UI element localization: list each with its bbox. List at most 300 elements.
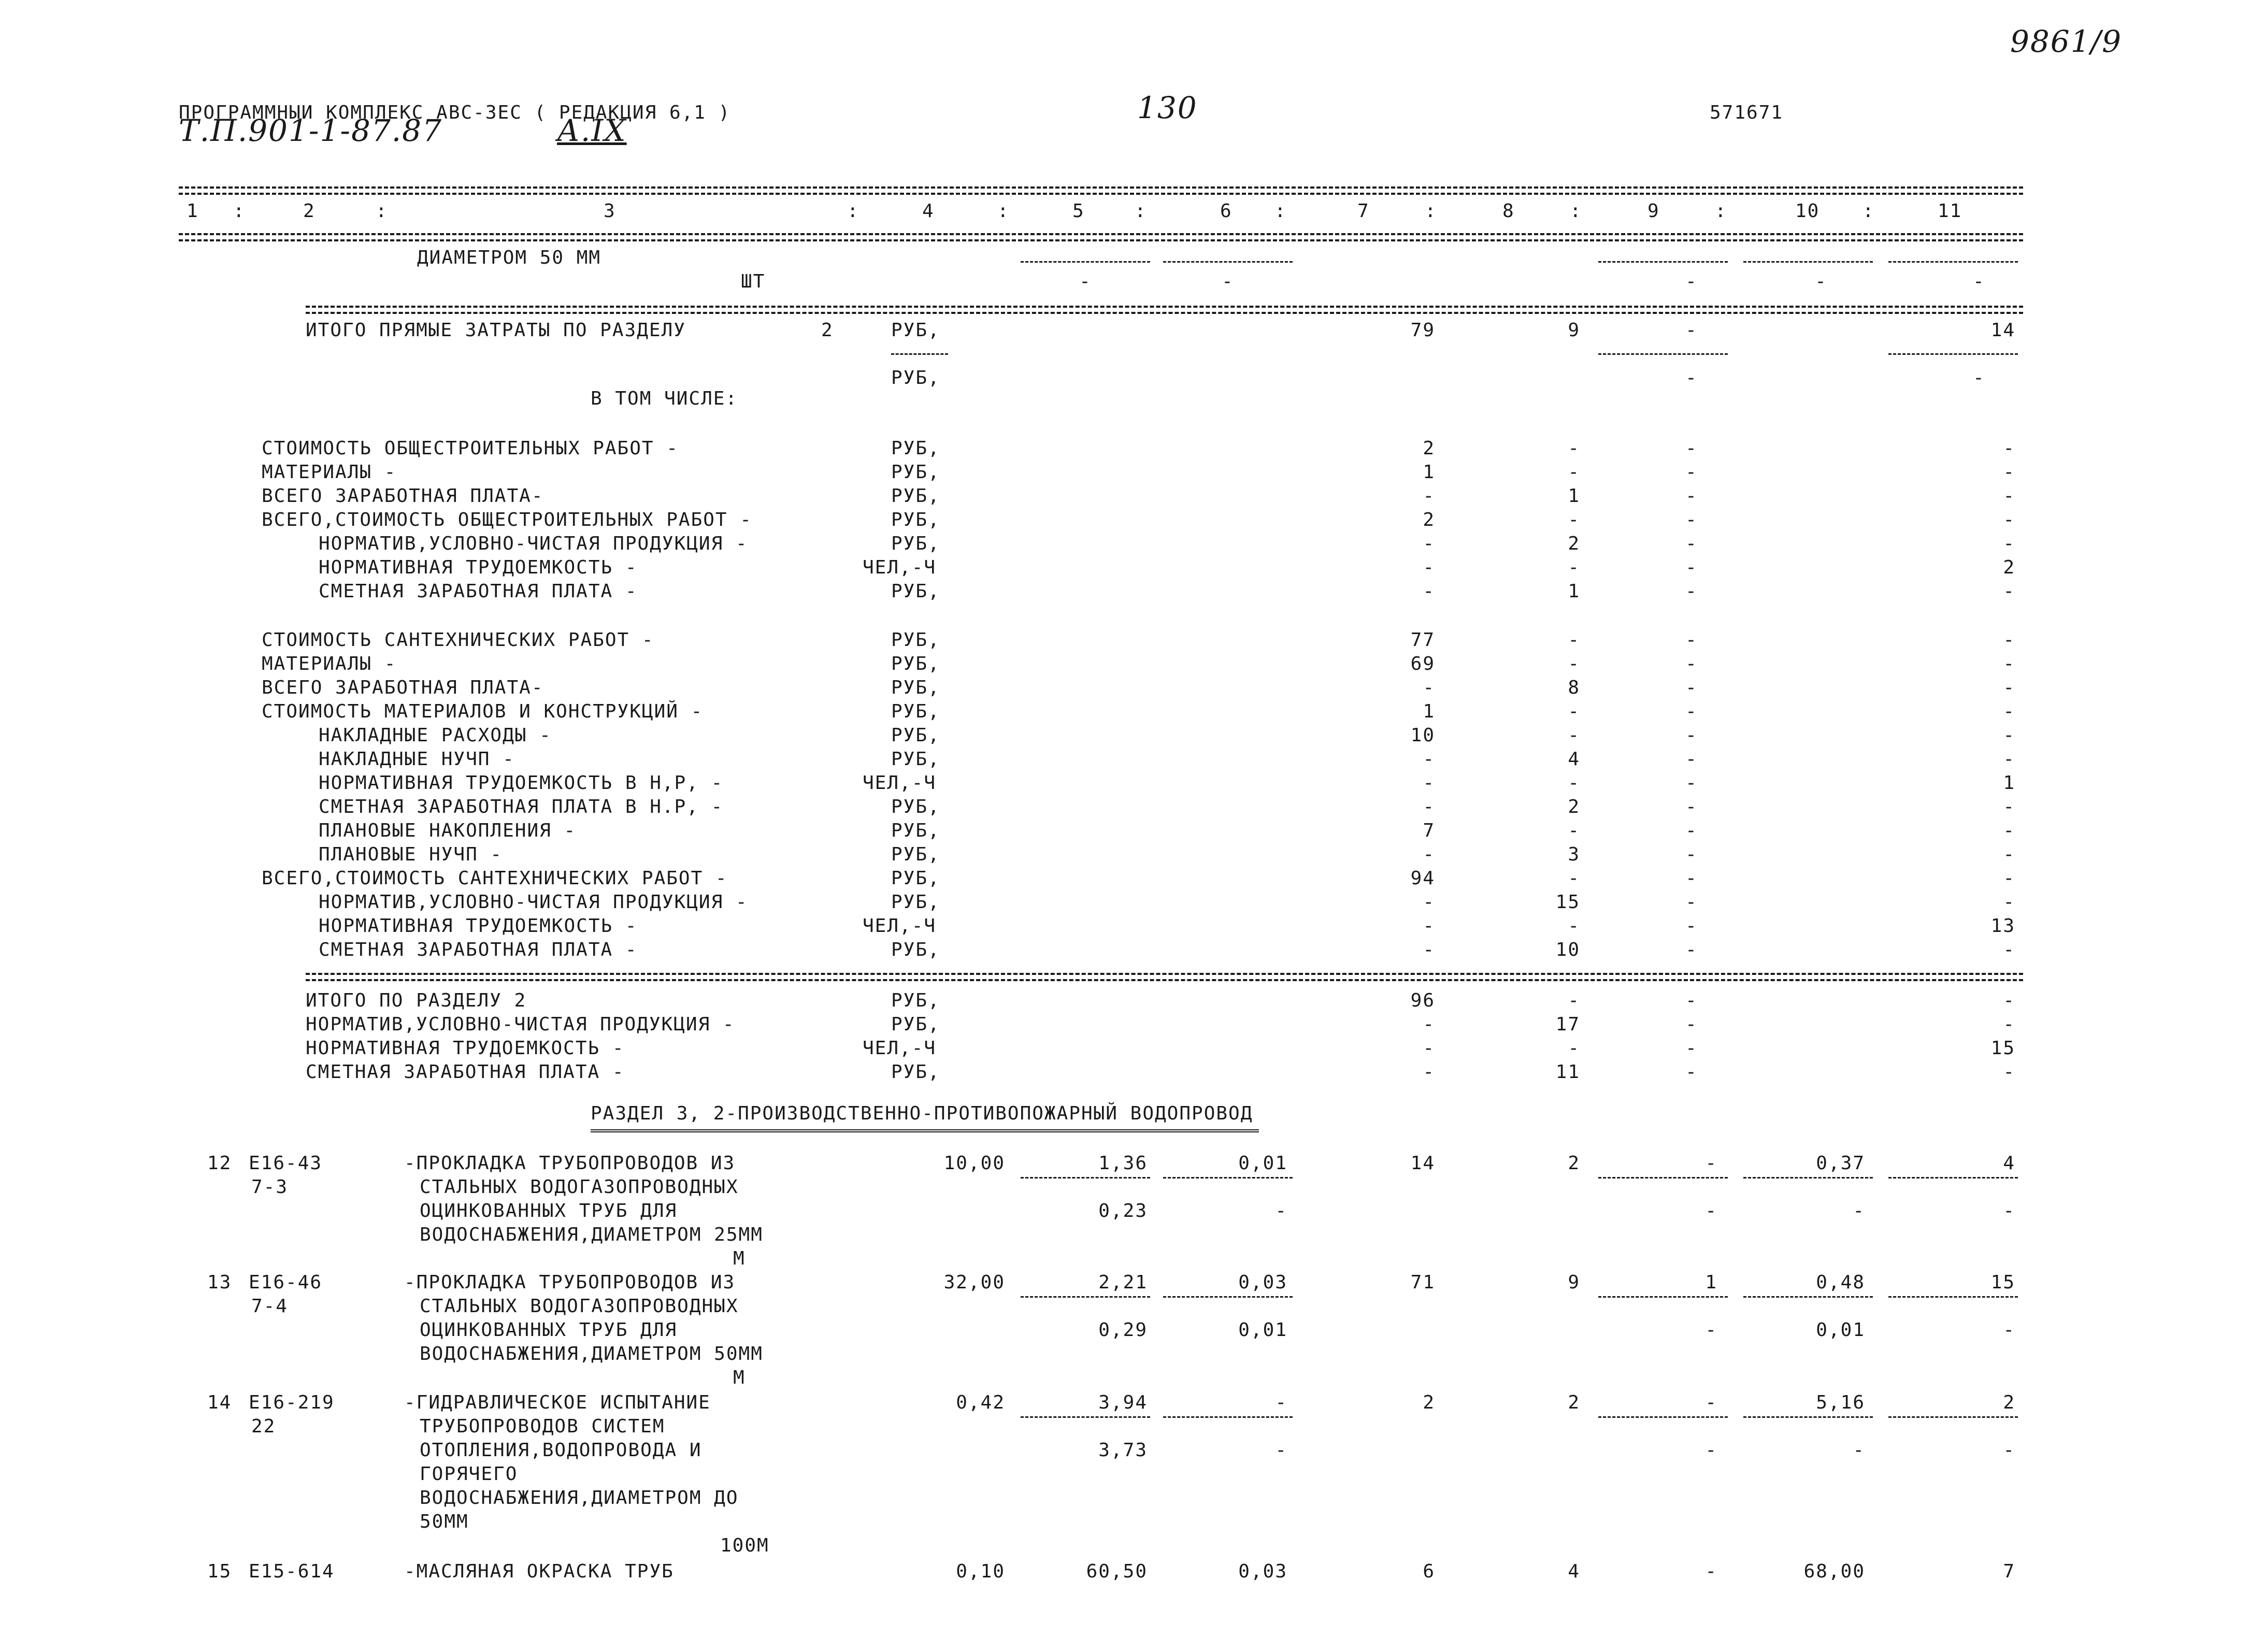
item-unit: 100М: [720, 1535, 769, 1556]
sanitary_works-label: ПЛАНОВЫЕ НУЧП -: [319, 844, 503, 865]
section_totals-unit: РУБ,: [891, 1061, 940, 1083]
section_totals-c11: -: [2003, 1061, 2015, 1083]
sanitary_works-unit: РУБ,: [891, 820, 940, 841]
sanitary_works-c11: -: [2003, 629, 2015, 651]
item-description-line: СТАЛЬНЫХ ВОДОГАЗОПРОВОДНЫХ: [420, 1176, 739, 1198]
sanitary_works-c7: 7: [1423, 820, 1435, 841]
sanitary_works-c11: -: [2003, 868, 2015, 889]
item-c5-second: 0,23: [1098, 1200, 1148, 1222]
sanitary_works-c9: -: [1685, 939, 1698, 960]
header-rule-top-2: [179, 193, 2023, 195]
section_totals-c11: -: [2003, 1014, 2015, 1035]
item-c8: 2: [1568, 1392, 1580, 1413]
section2-total-c9: -: [1685, 320, 1698, 341]
section_totals-label: СМЕТНАЯ ЗАРАБОТНАЯ ПЛАТА -: [306, 1061, 625, 1083]
sanitary_works-c7: -: [1423, 939, 1435, 960]
column-header-3: 3: [604, 200, 616, 222]
sanitary_works-c9: -: [1685, 725, 1698, 746]
column-header-2: 2: [303, 200, 316, 222]
column-header-5: 5: [1072, 200, 1085, 222]
carry-over-line-5: [1021, 261, 1150, 263]
general_works-c8: 1: [1568, 581, 1580, 602]
carry-over-text: ДИАМЕТРОМ 50 ММ: [417, 247, 601, 268]
sanitary_works-c11: -: [2003, 844, 2015, 865]
item-c6: 0,03: [1238, 1561, 1287, 1582]
general_works-c8: -: [1568, 509, 1580, 530]
sanitary_works-c9: -: [1685, 677, 1698, 698]
general_works-unit: РУБ,: [891, 533, 940, 554]
section_totals-label: ИТОГО ПО РАЗДЕЛУ 2: [306, 990, 527, 1011]
sanitary_works-c7: 94: [1410, 868, 1435, 889]
section_totals-c9: -: [1685, 1061, 1698, 1083]
sanitary_works-c9: -: [1685, 868, 1698, 889]
item-rule-c5: [1021, 1416, 1150, 1418]
sanitary_works-unit: РУБ,: [891, 939, 940, 960]
general_works-label: НОРМАТИВ,УСЛОВНО-ЧИСТАЯ ПРОДУКЦИЯ -: [319, 533, 748, 554]
general_works-c11: -: [2003, 509, 2015, 530]
sanitary_works-c9: -: [1685, 772, 1698, 794]
item-rule-c11: [1888, 1296, 2018, 1298]
general_works-c7: -: [1423, 533, 1435, 554]
sanitary_works-unit: РУБ,: [891, 868, 940, 889]
breakdown-end-rule-2: [306, 979, 2023, 981]
item-c11-second: -: [2003, 1440, 2015, 1461]
item-c8: 2: [1568, 1153, 1580, 1174]
sanitary_works-c7: -: [1423, 844, 1435, 865]
item-c6-second: -: [1275, 1440, 1287, 1461]
item-rule-c6: [1163, 1416, 1293, 1418]
section2-total-c11-2: -: [1973, 367, 1985, 389]
sanitary_works-c8: 10: [1555, 939, 1580, 960]
column-separator: :: [1570, 200, 1582, 222]
sanitary_works-unit: РУБ,: [891, 701, 940, 722]
item-rule-c11: [1888, 1416, 2018, 1418]
item-rule-c9: [1598, 1296, 1728, 1298]
item-c9-second: -: [1705, 1440, 1717, 1461]
sanitary_works-label: МАТЕРИАЛЫ -: [262, 653, 397, 674]
item-c10-second: -: [1853, 1440, 1865, 1461]
item-description-line: ОЦИНКОВАННЫХ ТРУБ ДЛЯ: [420, 1319, 678, 1341]
item-c9: 1: [1705, 1272, 1717, 1293]
item-c11: 2: [2003, 1392, 2015, 1413]
general_works-c9: -: [1685, 533, 1698, 554]
carry-over-unit: ШТ: [741, 271, 766, 292]
general_works-c11: -: [2003, 485, 2015, 507]
section_totals-c11: -: [2003, 990, 2015, 1011]
item-c10-second: 0,01: [1816, 1319, 1865, 1341]
sanitary_works-c7: -: [1423, 749, 1435, 770]
header-rule-top: [179, 186, 2023, 189]
column-header-7: 7: [1357, 200, 1370, 222]
sanitary_works-c8: -: [1568, 653, 1580, 674]
item-code: Е16-219: [249, 1392, 335, 1413]
general_works-c9: -: [1685, 462, 1698, 483]
sanitary_works-label: ПЛАНОВЫЕ НАКОПЛЕНИЯ -: [319, 820, 577, 841]
general_works-label: СТОИМОСТЬ ОБЩЕСТРОИТЕЛЬНЫХ РАБОТ -: [262, 438, 679, 459]
sanitary_works-c9: -: [1685, 701, 1698, 722]
item-description-line: ОТОПЛЕНИЯ,ВОДОПРОВОДА И: [420, 1440, 702, 1461]
item-c9-second: -: [1705, 1200, 1717, 1222]
general_works-c9: -: [1685, 438, 1698, 459]
sanitary_works-unit: РУБ,: [891, 677, 940, 698]
item-c9: -: [1705, 1153, 1717, 1174]
section2-total-number: 2: [821, 320, 834, 341]
item-description-line: -ПРОКЛАДКА ТРУБОПРОВОДОВ ИЗ: [404, 1272, 736, 1293]
item-description-line: -МАСЛЯНАЯ ОКРАСКА ТРУБ: [404, 1561, 674, 1582]
sanitary_works-c8: 15: [1555, 892, 1580, 913]
item-c4: 32,00: [943, 1272, 1005, 1293]
item-number: 12: [207, 1153, 232, 1174]
item-c8: 9: [1568, 1272, 1580, 1293]
sanitary_works-unit: РУБ,: [891, 653, 940, 674]
item-c10: 0,48: [1816, 1272, 1865, 1293]
general_works-c7: 2: [1423, 438, 1435, 459]
corner-handwritten-mark: 9861/9: [2010, 24, 2123, 59]
item-code: Е15-614: [249, 1561, 335, 1582]
sanitary_works-unit: РУБ,: [891, 749, 940, 770]
general_works-label: ВСЕГО ЗАРАБОТНАЯ ПЛАТА-: [262, 485, 544, 507]
breakdown-end-rule: [306, 973, 2023, 975]
item-code: Е16-46: [249, 1272, 323, 1293]
item-rule-c5: [1021, 1296, 1150, 1298]
item-c7: 14: [1410, 1153, 1435, 1174]
sanitary_works-label: НАКЛАДНЫЕ НУЧП -: [319, 749, 515, 770]
sanitary_works-unit: РУБ,: [891, 892, 940, 913]
general_works-c8: -: [1568, 462, 1580, 483]
column-header-1: 1: [187, 200, 199, 222]
sanitary_works-unit: РУБ,: [891, 629, 940, 651]
item-c6: 0,03: [1238, 1272, 1287, 1293]
sanitary_works-label: ВСЕГО ЗАРАБОТНАЯ ПЛАТА-: [262, 677, 544, 698]
section2-c9-rule: [1598, 353, 1728, 355]
column-header-4: 4: [922, 200, 935, 222]
sanitary_works-unit: ЧЕЛ,-Ч: [863, 772, 937, 794]
sanitary_works-c9: -: [1685, 749, 1698, 770]
general_works-c8: -: [1568, 438, 1580, 459]
item-rule-c10: [1743, 1177, 1873, 1179]
item-c7: 2: [1423, 1392, 1435, 1413]
item-c4: 0,10: [956, 1561, 1005, 1582]
general_works-c9: -: [1685, 485, 1698, 507]
sanitary_works-c7: -: [1423, 892, 1435, 913]
section-total-rule: [306, 306, 2023, 308]
album-number: А.IX: [557, 113, 627, 148]
section_totals-c8: -: [1568, 990, 1580, 1011]
item-c4: 10,00: [943, 1153, 1005, 1174]
sanitary_works-c11: -: [2003, 796, 2015, 817]
carry-over-c5: -: [1079, 271, 1092, 292]
section2-total-unit: РУБ,: [891, 320, 940, 341]
general_works-label: МАТЕРИАЛЫ -: [262, 462, 397, 483]
item-c5: 1,36: [1098, 1153, 1148, 1174]
item-description-line: ГОРЯЧЕГО: [420, 1463, 518, 1485]
sanitary_works-c7: 1: [1423, 701, 1435, 722]
sanitary_works-unit: ЧЕЛ,-Ч: [863, 915, 937, 937]
item-c11: 4: [2003, 1153, 2015, 1174]
section2-total-c8: 9: [1568, 320, 1580, 341]
section2-total-c11: 14: [1990, 320, 2015, 341]
item-c11-second: -: [2003, 1319, 2015, 1341]
item-c7: 6: [1423, 1561, 1435, 1582]
sanitary_works-c11: -: [2003, 939, 2015, 960]
section_totals-c9: -: [1685, 1038, 1698, 1059]
sanitary_works-label: НОРМАТИВНАЯ ТРУДОЕМКОСТЬ В Н,Р, -: [319, 772, 724, 794]
general_works-c8: 2: [1568, 533, 1580, 554]
item-code: Е16-43: [249, 1153, 323, 1174]
item-rule-c9: [1598, 1416, 1728, 1418]
column-separator: :: [1715, 200, 1727, 222]
item-c6-second: 0,01: [1238, 1319, 1287, 1341]
item-code-sub: 7-3: [251, 1176, 289, 1198]
item-c6-second: -: [1275, 1200, 1287, 1222]
sanitary_works-c11: -: [2003, 701, 2015, 722]
carry-over-line-11: [1888, 261, 2018, 263]
sanitary_works-c8: -: [1568, 868, 1580, 889]
item-description-line: 50ММ: [420, 1511, 469, 1532]
item-rule-c10: [1743, 1296, 1873, 1298]
sanitary_works-c8: 8: [1568, 677, 1580, 698]
section_totals-c8: -: [1568, 1038, 1580, 1059]
sanitary_works-c7: -: [1423, 796, 1435, 817]
item-c11-second: -: [2003, 1200, 2015, 1222]
column-separator: :: [1862, 200, 1875, 222]
sanitary_works-c8: 2: [1568, 796, 1580, 817]
item-description-line: ВОДОСНАБЖЕНИЯ,ДИАМЕТРОМ ДО: [420, 1487, 739, 1509]
section_totals-c7: -: [1423, 1038, 1435, 1059]
general_works-c9: -: [1685, 581, 1698, 602]
general_works-unit: РУБ,: [891, 462, 940, 483]
program-title: ПРОГРАММНЫИ КОМПЛЕКС АВС-3ЕС ( РЕДАКЦИЯ 6,1 ): [179, 102, 731, 123]
general_works-label: СМЕТНАЯ ЗАРАБОТНАЯ ПЛАТА -: [319, 581, 638, 602]
carry-over-line-10: [1743, 261, 1873, 263]
item-unit: М: [733, 1248, 746, 1269]
sanitary_works-c11: -: [2003, 820, 2015, 841]
item-c7: 71: [1410, 1272, 1435, 1293]
section_totals-label: НОРМАТИВ,УСЛОВНО-ЧИСТАЯ ПРОДУКЦИЯ -: [306, 1014, 735, 1035]
item-c11: 7: [2003, 1561, 2015, 1582]
column-separator: :: [1135, 200, 1147, 222]
column-header-6: 6: [1220, 200, 1233, 222]
item-c5: 60,50: [1086, 1561, 1148, 1582]
column-separator: :: [376, 200, 388, 222]
general_works-c7: -: [1423, 581, 1435, 602]
sanitary_works-c9: -: [1685, 915, 1698, 937]
item-rule-c6: [1163, 1177, 1293, 1179]
item-c5: 3,94: [1098, 1392, 1148, 1413]
sanitary_works-label: НОРМАТИВНАЯ ТРУДОЕМКОСТЬ -: [319, 915, 638, 937]
item-description-line: ТРУБОПРОВОДОВ СИСТЕМ: [420, 1416, 665, 1437]
sanitary_works-label: СТОИМОСТЬ САНТЕХНИЧЕСКИХ РАБОТ -: [262, 629, 654, 651]
sanitary_works-c11: -: [2003, 749, 2015, 770]
column-header-11: 11: [1938, 200, 1962, 222]
item-c6: -: [1275, 1392, 1287, 1413]
item-code-sub: 22: [251, 1416, 276, 1437]
sanitary_works-c8: -: [1568, 701, 1580, 722]
item-c6: 0,01: [1238, 1153, 1287, 1174]
section_totals-label: НОРМАТИВНАЯ ТРУДОЕМКОСТЬ -: [306, 1038, 625, 1059]
item-number: 13: [207, 1272, 232, 1293]
column-separator: :: [1274, 200, 1287, 222]
section_totals-c9: -: [1685, 1014, 1698, 1035]
section2-total-c7: 79: [1410, 320, 1435, 341]
item-unit: М: [733, 1367, 746, 1388]
section_totals-c8: 17: [1555, 1014, 1580, 1035]
item-description-line: СТАЛЬНЫХ ВОДОГАЗОПРОВОДНЫХ: [420, 1296, 739, 1317]
sanitary_works-label: ВСЕГО,СТОИМОСТЬ САНТЕХНИЧЕСКИХ РАБОТ -: [262, 868, 728, 889]
general_works-c8: 1: [1568, 485, 1580, 507]
section_totals-unit: РУБ,: [891, 990, 940, 1011]
general_works-c7: 2: [1423, 509, 1435, 530]
general_works-c11: -: [2003, 462, 2015, 483]
column-header-10: 10: [1795, 200, 1820, 222]
sanitary_works-label: СМЕТНАЯ ЗАРАБОТНАЯ ПЛАТА -: [319, 939, 638, 960]
general_works-unit: ЧЕЛ,-Ч: [863, 557, 937, 578]
item-description-line: ВОДОСНАБЖЕНИЯ,ДИАМЕТРОМ 50ММ: [420, 1343, 763, 1364]
sanitary_works-c8: -: [1568, 820, 1580, 841]
sanitary_works-c8: -: [1568, 915, 1580, 937]
section3-underline: [591, 1129, 1259, 1132]
sanitary_works-c9: -: [1685, 653, 1698, 674]
section3-title: РАЗДЕЛ 3, 2-ПРОИЗВОДСТВЕННО-ПРОТИВОПОЖАРНЫЙ ВОДОПРОВОД: [591, 1103, 1253, 1124]
item-rule-c5: [1021, 1177, 1150, 1179]
sanitary_works-unit: РУБ,: [891, 844, 940, 865]
sanitary_works-label: НОРМАТИВ,УСЛОВНО-ЧИСТАЯ ПРОДУКЦИЯ -: [319, 892, 748, 913]
column-header-9: 9: [1647, 200, 1660, 222]
column-separator: :: [997, 200, 1010, 222]
header-rule-bottom: [179, 233, 2023, 235]
sanitary_works-unit: РУБ,: [891, 796, 940, 817]
general_works-unit: РУБ,: [891, 438, 940, 459]
sanitary_works-c11: -: [2003, 725, 2015, 746]
section2-unit-rule: [891, 353, 948, 355]
header-rule-bottom-2: [179, 239, 2023, 241]
sanitary_works-label: НАКЛАДНЫЕ РАСХОДЫ -: [319, 725, 552, 746]
item-c11: 15: [1990, 1272, 2015, 1293]
column-separator: :: [847, 200, 859, 222]
sanitary_works-label: СТОИМОСТЬ МАТЕРИАЛОВ И КОНСТРУКЦИЙ -: [262, 701, 704, 722]
sanitary_works-c11: -: [2003, 677, 2015, 698]
section_totals-c7: 96: [1410, 990, 1435, 1011]
item-c8: 4: [1568, 1561, 1580, 1582]
item-description-line: ВОДОСНАБЖЕНИЯ,ДИАМЕТРОМ 25ММ: [420, 1224, 763, 1245]
item-rule-c9: [1598, 1177, 1728, 1179]
section_totals-c11: 15: [1990, 1038, 2015, 1059]
general_works-unit: РУБ,: [891, 581, 940, 602]
column-separator: :: [233, 200, 246, 222]
section_totals-c7: -: [1423, 1014, 1435, 1035]
sanitary_works-c9: -: [1685, 796, 1698, 817]
sanitary_works-c8: -: [1568, 772, 1580, 794]
item-c4: 0,42: [956, 1392, 1005, 1413]
general_works-c7: -: [1423, 485, 1435, 507]
item-c5-second: 0,29: [1098, 1319, 1148, 1341]
section_totals-c8: 11: [1555, 1061, 1580, 1083]
general_works-c11: -: [2003, 533, 2015, 554]
carry-over-c9: -: [1685, 271, 1698, 292]
sanitary_works-c8: -: [1568, 629, 1580, 651]
document-number: 571671: [1710, 102, 1784, 123]
general_works-c8: -: [1568, 557, 1580, 578]
sanitary_works-c11: 1: [2003, 772, 2015, 794]
item-c10: 0,37: [1816, 1153, 1865, 1174]
section_totals-unit: ЧЕЛ,-Ч: [863, 1038, 937, 1059]
carry-over-c6: -: [1222, 271, 1234, 292]
sanitary_works-c8: 4: [1568, 749, 1580, 770]
item-c5: 2,21: [1098, 1272, 1148, 1293]
including-label: В ТОМ ЧИСЛЕ:: [591, 388, 738, 409]
sanitary_works-c7: -: [1423, 772, 1435, 794]
column-header-8: 8: [1502, 200, 1515, 222]
general_works-label: НОРМАТИВНАЯ ТРУДОЕМКОСТЬ -: [319, 557, 638, 578]
sanitary_works-c9: -: [1685, 820, 1698, 841]
section-total-rule-2: [306, 312, 2023, 314]
sanitary_works-unit: РУБ,: [891, 725, 940, 746]
general_works-c9: -: [1685, 509, 1698, 530]
sanitary_works-c9: -: [1685, 844, 1698, 865]
item-code-sub: 7-4: [251, 1296, 289, 1317]
sanitary_works-c8: 3: [1568, 844, 1580, 865]
general_works-c7: 1: [1423, 462, 1435, 483]
carry-over-line-6: [1163, 261, 1293, 263]
item-c9: -: [1705, 1392, 1717, 1413]
item-rule-c10: [1743, 1416, 1873, 1418]
item-description-line: -ГИДРАВЛИЧЕСКОЕ ИСПЫТАНИЕ: [404, 1392, 711, 1413]
page-number: 130: [1137, 90, 1198, 125]
sanitary_works-c7: 10: [1410, 725, 1435, 746]
item-c9: -: [1705, 1561, 1717, 1582]
item-c9-second: -: [1705, 1319, 1717, 1341]
general_works-c11: -: [2003, 581, 2015, 602]
general_works-c7: -: [1423, 557, 1435, 578]
item-description-line: -ПРОКЛАДКА ТРУБОПРОВОДОВ ИЗ: [404, 1153, 736, 1174]
sanitary_works-c7: -: [1423, 677, 1435, 698]
column-separator: :: [1425, 200, 1437, 222]
sanitary_works-c7: 69: [1410, 653, 1435, 674]
section2-total-unit-2: РУБ,: [891, 367, 940, 389]
section2-c11-rule: [1888, 353, 2018, 355]
item-c5-second: 3,73: [1098, 1440, 1148, 1461]
sanitary_works-label: СМЕТНАЯ ЗАРАБОТНАЯ ПЛАТА В Н.Р, -: [319, 796, 724, 817]
sanitary_works-c7: -: [1423, 915, 1435, 937]
general_works-unit: РУБ,: [891, 509, 940, 530]
sanitary_works-c8: -: [1568, 725, 1580, 746]
item-description-line: ОЦИНКОВАННЫХ ТРУБ ДЛЯ: [420, 1200, 678, 1222]
general_works-c9: -: [1685, 557, 1698, 578]
item-number: 14: [207, 1392, 232, 1413]
general_works-c11: 2: [2003, 557, 2015, 578]
carry-over-c11: -: [1973, 271, 1985, 292]
item-rule-c11: [1888, 1177, 2018, 1179]
section2-total-label: ИТОГО ПРЯМЫЕ ЗАТРАТЫ ПО РАЗДЕЛУ: [306, 320, 686, 341]
sanitary_works-c9: -: [1685, 629, 1698, 651]
item-number: 15: [207, 1561, 232, 1582]
item-rule-c6: [1163, 1296, 1293, 1298]
carry-over-line-9: [1598, 261, 1728, 263]
sanitary_works-c9: -: [1685, 892, 1698, 913]
section_totals-unit: РУБ,: [891, 1014, 940, 1035]
general_works-c11: -: [2003, 438, 2015, 459]
sanitary_works-c7: 77: [1410, 629, 1435, 651]
carry-over-c10: -: [1815, 271, 1827, 292]
project-code: Т.П.901-1-87.87: [179, 113, 442, 148]
section_totals-c7: -: [1423, 1061, 1435, 1083]
general_works-label: ВСЕГО,СТОИМОСТЬ ОБЩЕСТРОИТЕЛЬНЫХ РАБОТ -: [262, 509, 752, 530]
section_totals-c9: -: [1685, 990, 1698, 1011]
general_works-unit: РУБ,: [891, 485, 940, 507]
section2-total-c9-2: -: [1685, 367, 1698, 389]
sanitary_works-c11: -: [2003, 653, 2015, 674]
sanitary_works-c11: 13: [1990, 915, 2015, 937]
